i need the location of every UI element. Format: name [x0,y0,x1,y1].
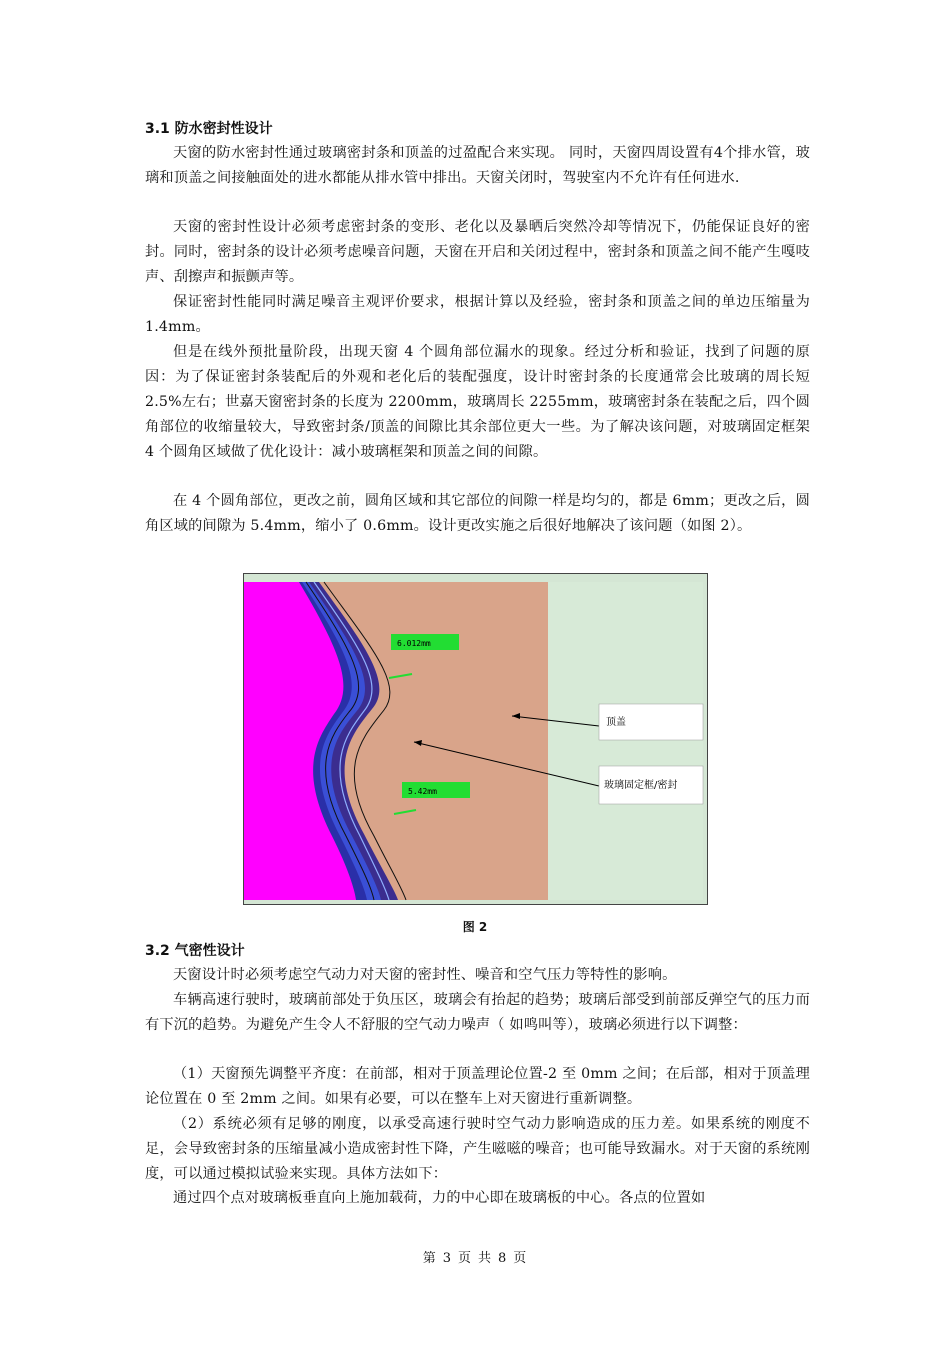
label-frame: 玻璃固定框/密封 [604,780,678,791]
section-heading-waterproof: 3.1 防水密封性设计 [145,121,273,137]
seal-gap-drawing [244,574,707,904]
footer-prefix: 第 [422,1251,437,1266]
paragraph: 保证密封性能同时满足噪音主观评价要求，根据计算以及经验，密封条和顶盖之间的单边压缩量为 1.4mm。 [145,294,810,335]
paragraph: （1）天窗预先调整平齐度：在前部，相对于顶盖理论位置-2 至 0mm 之间；在后部，相对于顶盖理论位置在 0 至 2mm 之间。如果有必要，可以在整车上对天窗进行重新调整。 [145,1066,810,1107]
paragraph: 天窗的防水密封性通过玻璃密封条和顶盖的过盈配合来实现。 同时，天窗四周设置有4个排水管，玻璃和顶盖之间接触面处的进水都能从排水管中排出。天窗关闭时，驾驶室内不允许有任何进水. [145,145,810,186]
paragraph: 但是在线外预批量阶段，出现天窗 4 个圆角部位漏水的现象。经过分析和验证，找到了问题的原因：为了保证密封条装配后的外观和老化后的装配强度，设计时密封条的长度通常会比玻璃的周长短 2.5%左右；世嘉天窗密封条的长度为 2200mm，玻璃周长 2255mm，玻璃密封条在装配之后，四个圆角部位的收缩量较大，导致密封条/顶盖的间隙比其余部位更大一些。为了解决该问题，对玻璃固定框架 4 个圆角区域做了优化设计：减小玻璃框架和顶盖之间的间隙。 [145,344,810,460]
right-panel [548,582,703,900]
paragraph: 天窗的密封性设计必须考虑密封条的变形、老化以及暴晒后突然冷却等情况下，仍能保证良好的密封。同时，密封条的设计必须考虑噪音问题，天窗在开启和关闭过程中，密封条和顶盖之间不能产生嘎吱声、刮擦声和振颤声等。 [145,219,810,285]
dimension-bottom-text: 5.42mm [408,787,437,796]
paragraph: 在 4 个圆角部位，更改之前，圆角区域和其它部位的间隙一样是均匀的，都是 6mm；更改之后，圆角区域的间隙为 5.4mm，缩小了 0.6mm。设计更改实施之后很好地解决了该问题（如图 2）。 [145,493,810,534]
figure-seal-gap [243,573,708,905]
label-roof: 顶盖 [606,717,626,728]
dimension-top-text: 6.012mm [397,639,431,648]
paragraph: 通过四个点对玻璃板垂直向上施加载荷，力的中心即在玻璃板的中心。各点的位置如 [173,1190,706,1206]
footer-page-word: 页 [457,1251,472,1266]
paragraph: （2）系统必须有足够的刚度，以承受高速行驶时空气动力影响造成的压力差。如果系统的刚度不足，会导致密封条的压缩量减小造成密封性下降，产生嗞嗞的噪音；也可能导致漏水。对于天窗的系统刚度，可以通过模拟试验来实现。具体方法如下： [145,1116,810,1182]
footer-page-number: 3 [442,1251,452,1266]
footer-suffix: 页 [513,1251,528,1266]
figure-caption: 图 2 [462,920,488,934]
section-heading-airtight: 3.2 气密性设计 [145,943,245,959]
footer-total-word: 共 [478,1251,493,1266]
paragraph: 车辆高速行驶时，玻璃前部处于负压区，玻璃会有抬起的趋势；玻璃后部受到前部反弹空气的压力而有下沉的趋势。为避免产生令人不舒服的空气动力噪声（ 如鸣叫等），玻璃必须进行以下调整： [145,992,810,1033]
page-footer [0,1247,950,1266]
paragraph: 天窗设计时必须考虑空气动力对天窗的密封性、噪音和空气压力等特性的影响。 [173,967,677,983]
footer-total-pages: 8 [498,1251,508,1266]
